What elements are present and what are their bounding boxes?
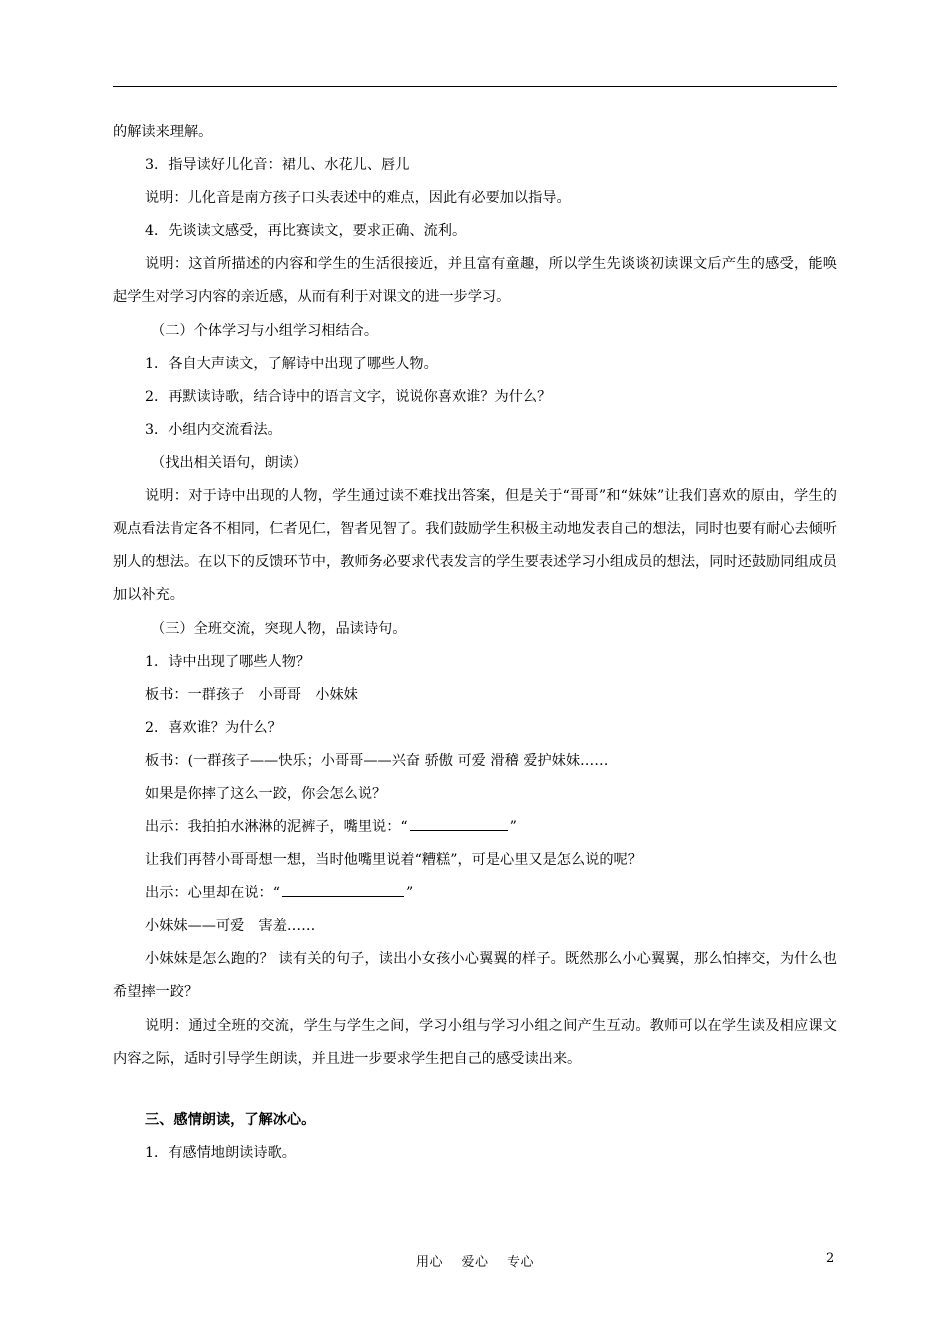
text-line: 如果是你摔了这么一跤，你会怎么说？ xyxy=(145,786,387,802)
paragraph: 小妹妹是怎么跑的？ 读有关的句子，读出小女孩小心翼翼的样子。既然那么小心翼翼，那么怕摔交，为什么也希望摔一跤？ xyxy=(113,951,837,1000)
fill-in-prompt: 出示：心里却在说：“ xyxy=(145,885,280,901)
text-line: 小妹妹——可爱 害羞…… xyxy=(145,918,316,934)
text-line: 4．先谈读文感受，再比赛读文，要求正确、流利。 xyxy=(145,223,467,239)
fill-in-prompt: 出示：我拍拍水淋淋的泥裤子，嘴里说：“ xyxy=(145,819,408,835)
text-line: 说明：儿化音是南方孩子口头表述中的难点，因此有必要加以指导。 xyxy=(145,190,571,206)
text-line: 1．诗中出现了哪些人物？ xyxy=(145,654,311,670)
footer-motto: 用心 爱心 专心 xyxy=(415,1255,535,1270)
text-line: 3．指导读好儿化音：裙儿、水花儿、唇儿 xyxy=(145,157,410,173)
header-rule xyxy=(113,86,837,87)
fill-in-line xyxy=(113,882,837,904)
text-line: 板书：(一群孩子——快乐；小哥哥——兴奋 骄傲 可爱 滑稽 爱护妹妹…… xyxy=(145,753,609,769)
text-line: 的解读来理解。 xyxy=(113,124,213,140)
closing-quote: ” xyxy=(509,819,517,835)
text-line: 2．再默读诗歌，结合诗中的语言文字，说说你喜欢谁？为什么？ xyxy=(145,389,552,405)
answer-blank xyxy=(282,882,404,897)
text-line: （找出相关语句，朗读） xyxy=(151,455,308,471)
text-line: 1．各自大声读文，了解诗中出现了哪些人物。 xyxy=(145,356,438,372)
text-line: 1．有感情地朗读诗歌。 xyxy=(145,1145,296,1161)
text-line: 2．喜欢谁？为什么？ xyxy=(145,720,282,736)
page-number: 2 xyxy=(826,1251,835,1266)
answer-blank xyxy=(410,816,508,831)
paragraph: 说明：这首所描述的内容和学生的生活很接近，并且富有童趣，所以学生先谈谈初读课文后产生的感受，能唤起学生对学习内容的亲近感，从而有利于对课文的进一步学习。 xyxy=(113,256,837,305)
paragraph: 说明：通过全班的交流，学生与学生之间，学习小组与学习小组之间产生互动。教师可以在学生读及相应课文内容之际，适时引导学生朗读，并且进一步要求学生把自己的感受读出来。 xyxy=(113,1018,837,1067)
closing-quote: ” xyxy=(405,885,414,901)
text-line: 让我们再替小哥哥想一想，当时他嘴里说着“糟糕”，可是心里又是怎么说的呢？ xyxy=(145,852,642,868)
section-subheading: （三）全班交流，突现人物，品读诗句。 xyxy=(151,621,407,637)
document-body xyxy=(113,121,837,1175)
section-heading: 三、感情朗读，了解冰心。 xyxy=(145,1112,316,1128)
section-subheading: （二）个体学习与小组学习相结合。 xyxy=(151,323,379,339)
text-line: 板书：一群孩子 小哥哥 小妹妹 xyxy=(145,687,358,703)
paragraph: 说明：对于诗中出现的人物，学生通过读不难找出答案，但是关于“哥哥”和“妹妹”让我们喜欢的原由，学生的观点看法肯定各不相同，仁者见仁，智者见智了。我们鼓励学生积极主动地发表自己的想法，同时也要有耐心去倾听别人的想法。在以下的反馈环节中，教师务必要求代表发言的学生要表述学习小组成员的想法，同时还鼓励同组成员加以补充。 xyxy=(113,488,837,603)
fill-in-line xyxy=(113,816,837,838)
text-line: 3．小组内交流看法。 xyxy=(145,422,282,438)
